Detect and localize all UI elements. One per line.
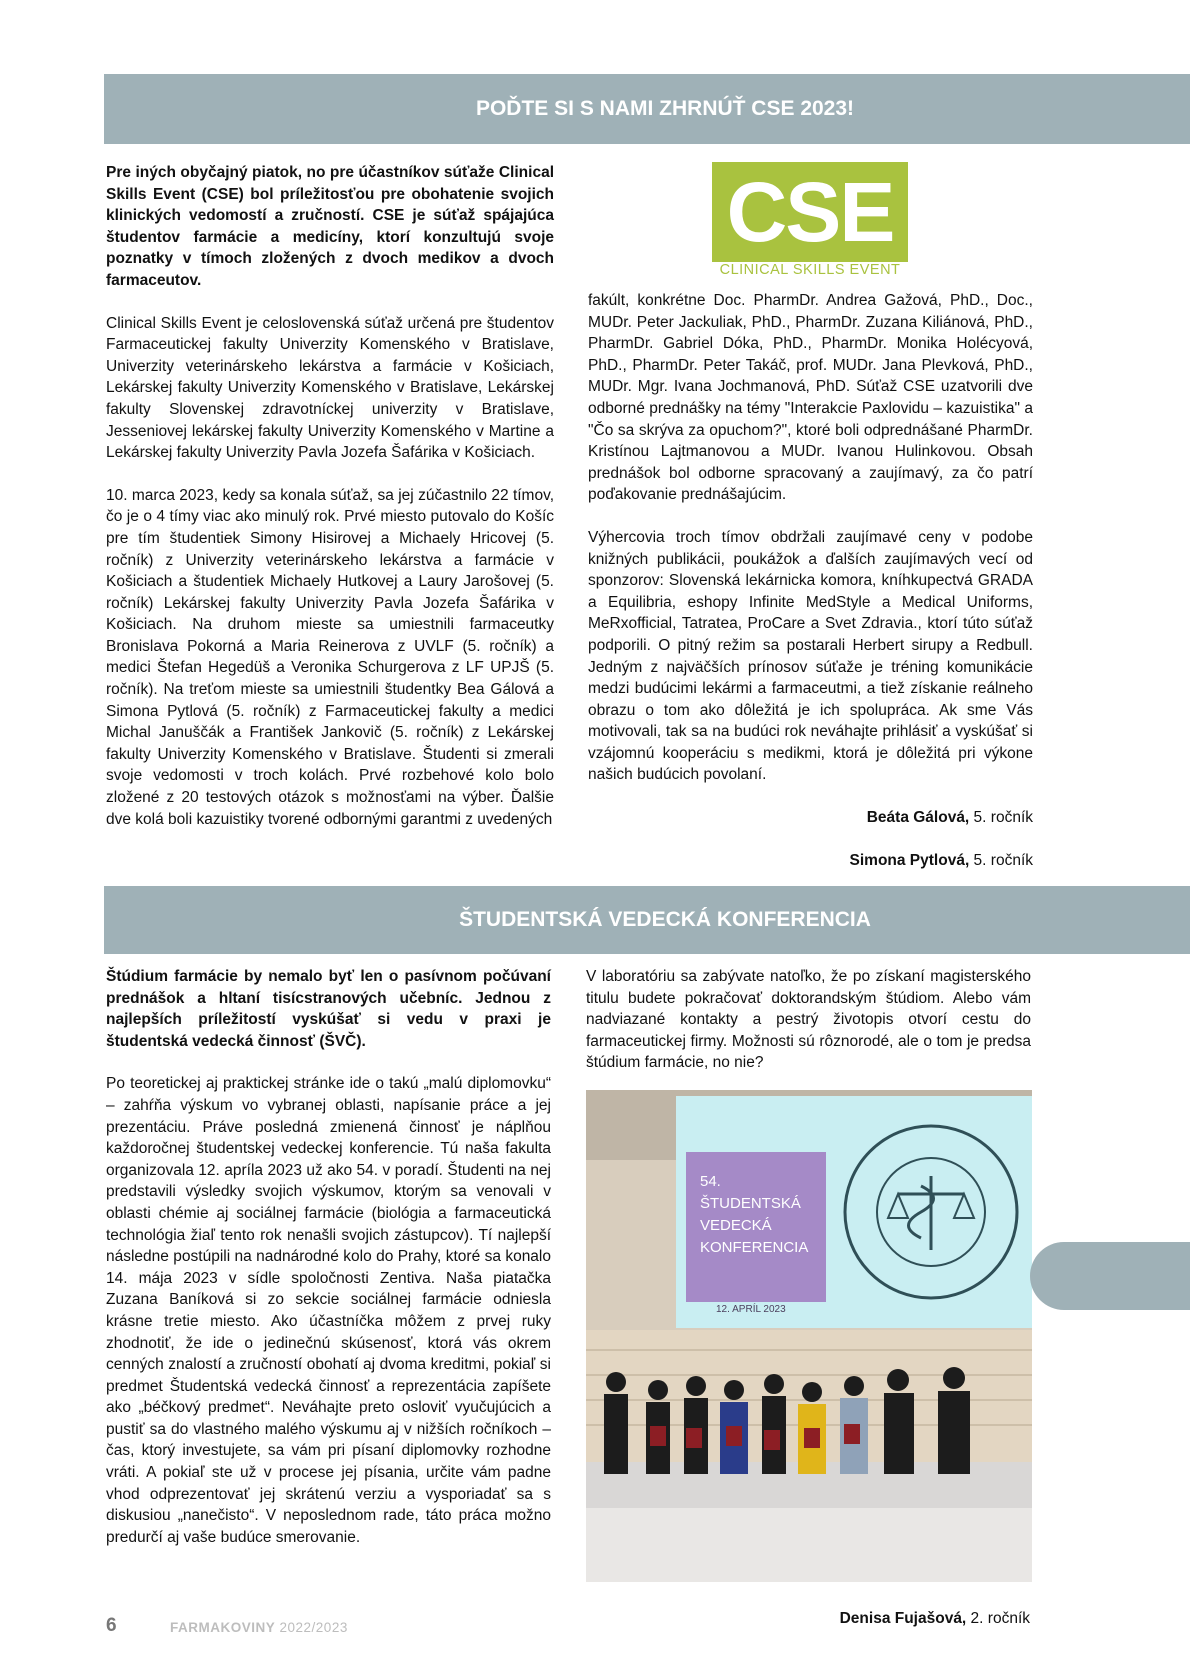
cse-logo	[712, 162, 908, 280]
cse-paragraph-3: fakúlt, konkrétne Doc. PharmDr. Andrea Gažová, PhD., Doc., MUDr. Peter Jackuliak, PhD., PharmDr. Zuzana Kiliánová, PhD., PharmDr. Gabriel Dóka, PhD., PharmDr. Monika Holécyová, PhD., PharmDr. Peter Takáč, prof. MUDr. Jana Plevková, PhD., MUDr. Mgr. Ivana Jochmanová, PhD. Súťaž CSE uzatvorili dve odborné prednášky na témy "Interakcie Paxlovidu – kazuistika" a "Čo sa skrýva za opuchom?", ktoré boli odprednášané PharmDr. Kristínou Lajtmanovou a MUDr. Ivanou Hulinkovou. Obsah prednášok bol odborne spracovaný a zaujímavý, za čo patrí poďakovanie prednášajúcim.	[588, 292, 1033, 504]
slide-line-2: ŠTUDENTSKÁ	[700, 1195, 801, 1212]
cse-author-1-name: Beáta Gálová,	[866, 809, 970, 827]
footer-magazine	[170, 1620, 348, 1635]
footer-magazine-name: FARMAKOVINY	[170, 1620, 276, 1635]
svk-paragraph-2: V laboratóriu sa zabývate natoľko, že po získaní magisterského titulu budete pokračovať doktorandským štúdiom. Alebo vám nadviazané kontakty a pestrý životopis otvorí cestu do farmaceutickej firmy. Možnosti sú rôznorodé, ale o tom je predsa štúdium farmácie, no nie?	[586, 968, 1031, 1072]
page-number: 6	[106, 1615, 117, 1636]
svk-column-right	[586, 966, 1031, 1095]
conference-photo-scene	[586, 1090, 1032, 1582]
svk-paragraph-1: Po teoretickej aj praktickej stránke ide o takú „malú diplomovku“ – zahŕňa výskum vo vybranej oblasti, napísanie práce a jej prezentáciu. Práve posledná zmienená činnosť je náplňou každoročnej študentskej vedeckej konferencie. Tú naša fakulta organizovala 12. apríla 2023 už ako 54. v poradí. Študenti na nej predstavili výsledky svojich výskumov, ktorým sa venovali v oblasti chémie aj sociálnej farmácie (biológia a farmaceutická technológia žiaľ tento rok nenašli svojich zástupcov). Tí najlepší následne postúpili na nadnárodné kolo do Prahy, ktoré sa konalo 14. mája 2023 v sídle spoločnosti Zentiva. Naša piatačka Zuzana Baníková si zo sekcie sociálnej farmácie odniesla krásne tretie miesto. Ako účastníčka môžem z prvej ruky zhodnotiť, že ide o jedinečnú skúsenosť, ktorá vás okrem cenných znalostí a zručností obohatí aj dvoma kreditmi, pokiaľ si predmet Študentská vedecká činnosť a reprezentácia zapíšete ako „béčkový predmet“. Neváhajte preto osloviť vyučujúcich a pustiť sa do vlastného malého výskumu aj v nižších ročníkoch – čas, ktorý investujete, sa vám pri písaní diplomovky rozhodne vráti. A pokiaľ ste už v procese jej písania, určite vám padne vhod odprezentovať jej skrátenú verziu a vysporiadať sa s diskusiou „nanečisto“. V neposlednom rade, táto práca možno predurčí aj vaše budúce smerovanie.	[106, 1075, 551, 1546]
svk-column-left	[106, 966, 551, 1569]
footer-magazine-year: 2022/2023	[275, 1620, 348, 1635]
slide-date: 12. APRÍL 2023	[716, 1304, 786, 1315]
cse-author-1-year: 5. ročník	[969, 809, 1033, 827]
cse-paragraph-4: Výhercovia troch tímov obdržali zaujímavé ceny v podobe knižných publikácii, poukážok a ďalších zaujímavých vecí od sponzorov: Slovenská lekárnicka komora, kníhkupectvá GRADA a Equilibria, eshopy Infinite MedStyle a Medical Uniforms, MeRxofficial, Tatratea, ProCare a Svet Zdravia., ktorí túto súťaž podporili. O pitný režim sa postarali Herbert sirupy a Redbull. Jedným z najväčších prínosov súťaže je tréning komunikácie medzi budúcimi lekármi a farmaceutmi, a tiež získanie reálneho obrazu o tom ako dôležitá je ich spolupráca. Ak sme Vás motivovali, tak sa na budúci rok neváhajte prihlásiť a vyskúšať si vzájomnú kooperáciu s medikmi, ktorá je dôležitá pri výkone našich budúcich povolaní.	[588, 528, 1033, 784]
slide-line-3: VEDECKÁ	[700, 1217, 772, 1234]
cse-lead-paragraph: Pre iných obyčajný piatok, no pre účastníkov súťaže Clinical Skills Event (CSE) bol príležitosťou pre obohatenie svojich klinických vedomostí a zručností. CSE je súťaž spájajúca študentov farmácie a medicíny, ktorí konzultujú svoje poznatky v tímoch zložených z dvoch medikov a dvoch farmaceutov.	[106, 164, 554, 289]
slide-line-4: KONFERENCIA	[700, 1239, 809, 1256]
cse-author-1	[588, 807, 1033, 829]
side-tab-decoration	[1030, 1242, 1190, 1310]
svk-lead-paragraph: Štúdium farmácie by nemalo byť len o pasívnom počúvaní prednášok a hltaní tisícstranových učebníc. Jednou z najlepších príležitostí vyskúšať si vedu v praxi je študentská vedecká činnosť (ŠVČ).	[106, 968, 551, 1050]
section-title-cse: POĎTE SI S NAMI ZHRNÚŤ CSE 2023!	[104, 74, 1190, 144]
svk-author	[840, 1610, 1030, 1628]
cse-author-2-year: 5. ročník	[969, 851, 1033, 869]
conference-photo	[586, 1090, 1032, 1582]
cse-column-left	[106, 162, 554, 851]
cse-author-2	[588, 850, 1033, 872]
cse-logo-subtitle: CLINICAL SKILLS EVENT	[719, 262, 901, 278]
cse-author-2-name: Simona Pytlová,	[849, 851, 970, 869]
svk-author-name: Denisa Fujašová,	[839, 1610, 967, 1627]
section-title-svk: ŠTUDENTSKÁ VEDECKÁ KONFERENCIA	[104, 886, 1190, 954]
cse-paragraph-1: Clinical Skills Event je celoslovenská súťaž určená pre študentov Farmaceutickej fakulty Univerzity Komenského v Bratislave, Univerzity veterinárskeho lekárstva a farmácie v Košiciach, Lekárskej fakulty Univerzity Komenského v Bratislave, Lekárskej fakulty Slovenskej zdravotníckej univerzity v Bratislave, Jesseniovej lekárskej fakulty Univerzity Komenského v Martine a Lekárskej fakulty Univerzity Pavla Jozefa Šafárika v Košiciach.	[106, 314, 554, 462]
cse-column-right	[588, 290, 1033, 892]
cse-logo-word: CSE	[726, 165, 894, 259]
svk-author-year: 2. ročník	[966, 1610, 1030, 1627]
cse-paragraph-2: 10. marca 2023, kedy sa konala súťaž, sa jej zúčastnilo 22 tímov, čo je o 4 tímy viac ako minulý rok. Prvé miesto putovalo do Košíc pre tím študentiek Simony Hisirovej a Michaely Hricovej (5. ročník) z Univerzity veterinárskeho lekárstva a farmácie v Košiciach a študentiek Michaely Hutkovej a Laury Jarošovej (5. ročník) Lekárskej fakulty Univerzity Pavla Jozefa Šafárika v Košiciach. Na druhom mieste sa umiestnili farmaceutky Bronislava Pokorná a Maria Reinerova z UVLF (5. ročník) a medici Štefan Hegedüš a Veronika Schurgerova z LF UPJŠ (5. ročník). Na treťom mieste sa umiestnili študentky Bea Gálová a Simona Pytlová (5. ročník) z Farmaceutickej fakulty a medici Michal Januščák a František Jankovič (5. ročník) z Lekárskej fakulty Univerzity Komenského v Bratislave. Študenti si zmerali svoje vedomosti v troch kolách. Prvé rozbehové kolo bolo zložené z 20 testových otázok s možnosťami na výber. Ďalšie dve kolá boli kazuistiky tvorené odbornými garantmi z uvedených	[106, 486, 554, 828]
slide-line-1: 54.	[700, 1173, 721, 1190]
